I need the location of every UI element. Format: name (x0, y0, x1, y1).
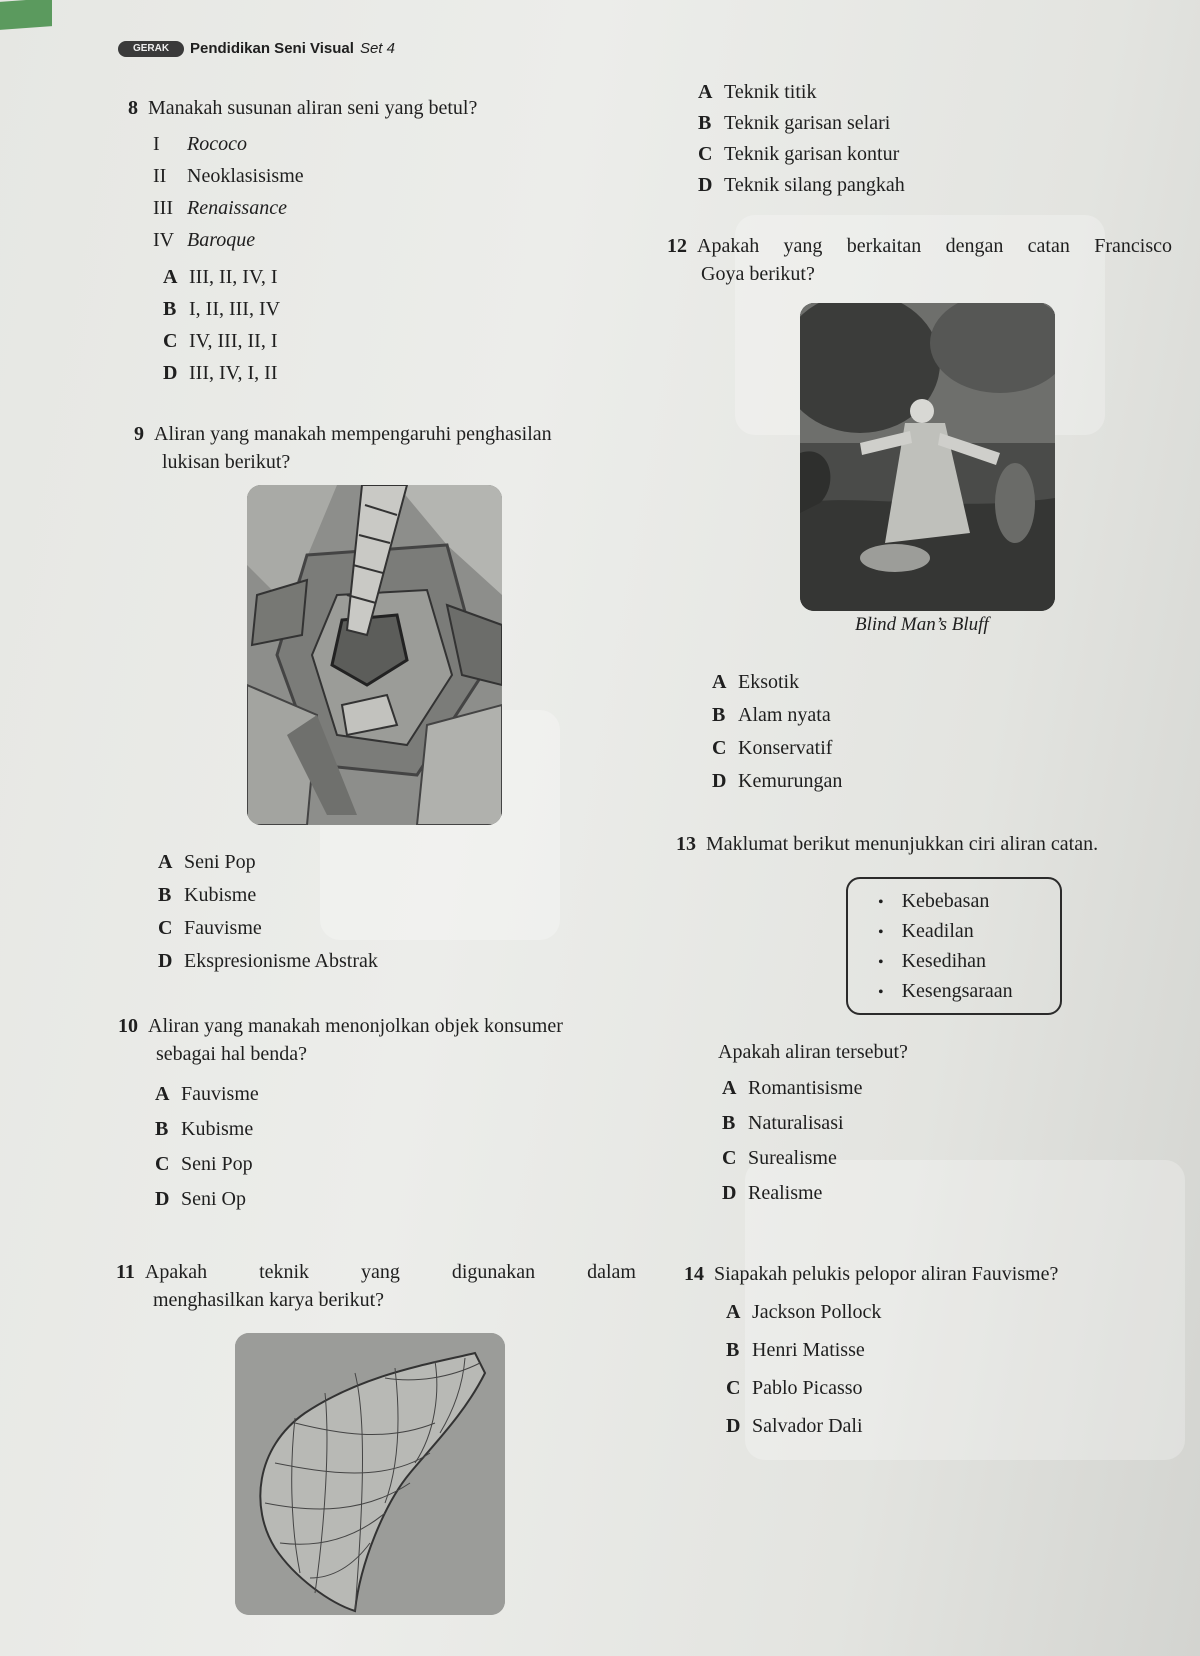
q13-option-a[interactable]: A Romantisisme (722, 1077, 863, 1099)
bullet-item: • Keadilan (878, 917, 1046, 947)
q12-option-b[interactable]: B Alam nyata (712, 704, 831, 726)
subject-title: Pendidikan Seni Visual (190, 40, 354, 57)
q10-option-b[interactable]: B Kubisme (155, 1118, 254, 1140)
q13-options (722, 1074, 862, 1214)
q8-option-b[interactable]: B I, II, III, IV (163, 298, 281, 320)
q9-option-c[interactable]: C Fauvisme (158, 917, 262, 939)
q9-options (158, 848, 378, 980)
q8-option-c[interactable]: C IV, III, II, I (163, 330, 278, 352)
bullet-item: • Kesedihan (878, 947, 1046, 977)
q10-option-a[interactable]: A Fauvisme (155, 1083, 259, 1105)
question-13: 13 Maklumat berikut menunjukkan ciri aliran catan. (676, 833, 1099, 855)
q8-options (163, 263, 280, 391)
q9-option-a[interactable]: A Seni Pop (158, 851, 256, 873)
cubist-painting-image (247, 485, 502, 825)
corner-tab (0, 0, 52, 30)
q11-option-a[interactable]: A Teknik titik (698, 81, 817, 103)
q12-options (712, 668, 842, 800)
q12-option-d[interactable]: D Kemurungan (712, 770, 843, 792)
bullet-item: • Kebebasan (878, 887, 1046, 917)
q14-option-c[interactable]: C Pablo Picasso (726, 1377, 863, 1399)
shell-drawing-image (235, 1333, 505, 1615)
publisher-logo: GERAK (118, 41, 184, 57)
page-header (118, 40, 395, 57)
question-9: 9 Aliran yang manakah mempengaruhi penghasilan lukisan berikut? (134, 423, 552, 473)
q12-option-c[interactable]: C Konservatif (712, 737, 833, 759)
characteristics-box (846, 877, 1062, 1015)
q8-option-a[interactable]: A III, II, IV, I (163, 266, 278, 288)
q10-option-c[interactable]: C Seni Pop (155, 1153, 253, 1175)
q14-option-b[interactable]: B Henri Matisse (726, 1339, 865, 1361)
set-label: Set 4 (359, 40, 395, 57)
q10-options (155, 1080, 259, 1220)
q8-items: I Rococo II Neoklasisisme III Renaissance IV Baroque (153, 133, 304, 251)
goya-painting-image (800, 303, 1055, 611)
q9-option-d[interactable]: D Ekspresionisme Abstrak (158, 950, 378, 972)
q14-options (726, 1298, 881, 1450)
q11-option-d[interactable]: D Teknik silang pangkah (698, 174, 905, 196)
q12-option-a[interactable]: A Eksotik (712, 671, 800, 693)
question-14: 14 Siapakah pelukis pelopor aliran Fauvisme? (684, 1263, 1059, 1285)
q11-options (698, 78, 905, 202)
q13-option-b[interactable]: B Naturalisasi (722, 1112, 844, 1134)
q11-option-c[interactable]: C Teknik garisan kontur (698, 143, 900, 165)
painting-caption: Blind Man’s Bluff (855, 614, 989, 635)
bullet-item: • Kesengsaraan (878, 977, 1046, 1007)
q8-option-d[interactable]: D III, IV, I, II (163, 362, 278, 384)
q11-option-b[interactable]: B Teknik garisan selari (698, 112, 891, 134)
question-8: 8 Manakah susunan aliran seni yang betul? (128, 97, 478, 119)
question-11: 11 Apakah teknik yang digunakan dalam menghasilkan karya berikut? (116, 1261, 636, 1311)
q9-option-b[interactable]: B Kubisme (158, 884, 257, 906)
q14-option-a[interactable]: A Jackson Pollock (726, 1301, 882, 1323)
question-10: 10 Aliran yang manakah menonjolkan objek konsumer sebagai hal benda? (118, 1015, 563, 1065)
q13-option-d[interactable]: D Realisme (722, 1182, 823, 1204)
q10-option-d[interactable]: D Seni Op (155, 1188, 246, 1210)
q13-question: Apakah aliran tersebut? (718, 1041, 908, 1063)
q13-option-c[interactable]: C Surealisme (722, 1147, 837, 1169)
question-12: 12 Apakah yang berkaitan dengan catan Francisco Goya berikut? (667, 235, 1172, 285)
q14-option-d[interactable]: D Salvador Dali (726, 1415, 863, 1437)
